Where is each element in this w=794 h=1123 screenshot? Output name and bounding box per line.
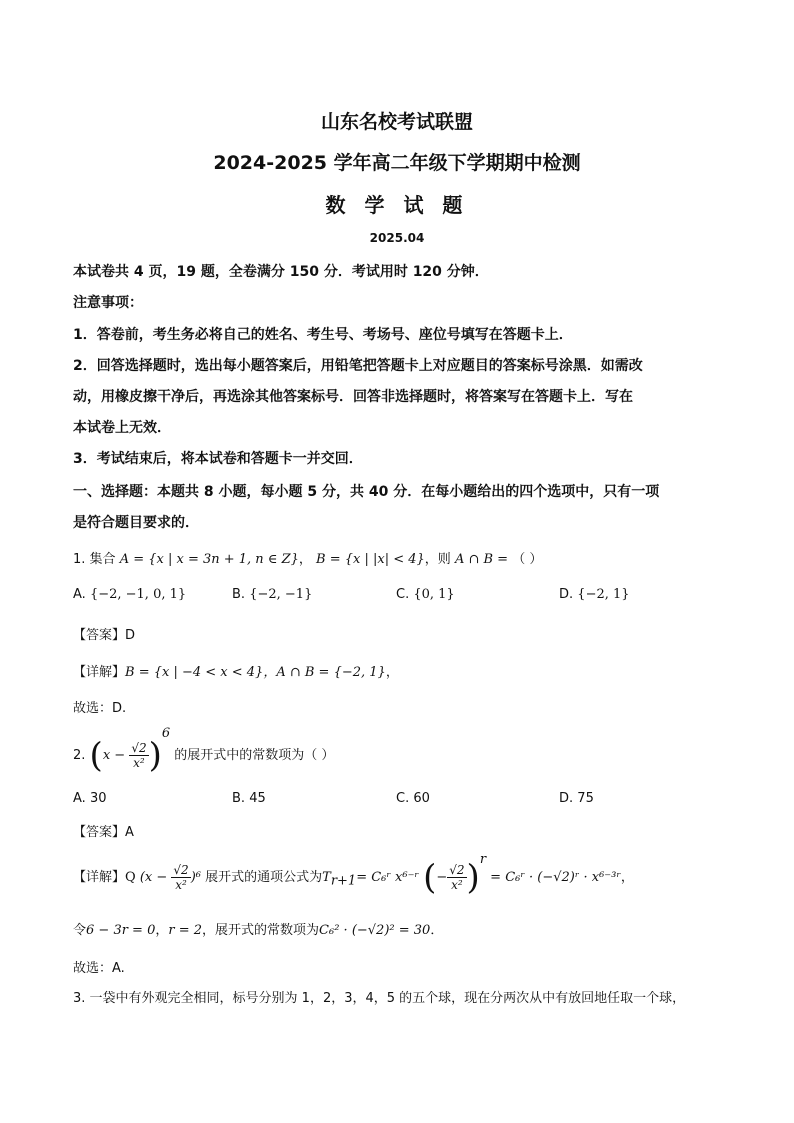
q2-detail-line-2: 令6 − 3r = 0，r = 2，展开式的常数项为C₆² · (−√2)² = 30． — [73, 923, 444, 938]
q2-option-a: A. 30 — [73, 791, 107, 806]
note-2-line-2: 动，用橡皮擦干净后，再选涂其他答案标号．回答非选择题时，将答案写在答题卡上．写在 — [73, 389, 633, 405]
note-1: 1．答卷前，考生务必将自己的姓名、考生号、考场号、座位号填写在答题卡上． — [73, 327, 573, 343]
q1-choose: 故选：D. — [73, 701, 127, 716]
q1-set-b: B = {x | |x| < 4} — [316, 552, 425, 567]
q1-prefix: 1. 集合 — [73, 552, 116, 567]
q2-choose: 故选：A. — [73, 961, 125, 976]
q1-option-c: C. {0, 1} — [396, 587, 455, 602]
q1-option-a: A. {−2, −1, 0, 1} — [73, 587, 187, 602]
q1-answer: 【答案】D — [73, 628, 136, 643]
q1-mid: ，则 — [424, 552, 451, 567]
question-1 — [73, 548, 542, 567]
exam-summary: 本试卷共 4 页，19 题，全卷满分 150 分．考试用时 120 分钟． — [73, 264, 489, 280]
note-2-line-3: 本试卷上无效． — [73, 420, 171, 436]
section-1-heading-line-1: 一、选择题：本题共 8 小题，每小题 5 分，共 40 分．在每小题给出的四个选项中，只有一项 — [73, 484, 660, 500]
q2-option-b: B. 45 — [232, 791, 266, 806]
exam-title: 2024-2025 学年高二年级下学期期中检测 — [213, 152, 581, 174]
q2-option-d: D. 75 — [559, 791, 594, 806]
q1-comma: ， — [298, 552, 312, 567]
exam-date: 2025.04 — [369, 231, 425, 245]
subject-title: 数 学 试 题 — [325, 193, 469, 217]
note-3: 3．考试结束后，将本试卷和答题卡一并交回． — [73, 451, 363, 467]
q2-detail: 【详解】Q (x − $\frac{√2}{\text{x²}}$ )⁶ 展开式的通项公式为$T_{r+1}=$ C₆ʳ x⁶⁻ʳ (− $\frac{√2}{\text{x²}}$ )$^r$ = C₆ʳ · (−√2)ʳ · x⁶⁻³ʳ， — [73, 852, 634, 898]
q2-answer: 【答案】A — [73, 825, 134, 840]
q2-option-c: C. 60 — [396, 791, 430, 806]
q1-option-d: D. {−2, 1} — [559, 587, 630, 602]
q1-set-a: A = {x | x = 3n + 1, n ∈ Z} — [119, 552, 299, 567]
q1-option-b: B. {−2, −1} — [232, 587, 313, 602]
q1-detail: 【详解】B = {x | −4 < x < 4}，A ∩ B = {−2, 1}， — [73, 665, 399, 680]
note-2-line-1: 2．回答选择题时，选出每小题答案后，用铅笔把答题卡上对应题目的答案标号涂黑．如需改 — [73, 358, 643, 374]
question-3: 3. 一袋中有外观完全相同，标号分别为 1，2，3，4，5 的五个球，现在分两次从中有放回地任取一个球， — [73, 991, 686, 1006]
organization-title: 山东名校考试联盟 — [320, 111, 473, 133]
question-2: 2. (x − $\frac{√2}{\text{x²}}$ )$^6$ 的展开式中的常数项为（ ） — [73, 726, 335, 776]
notes-heading: 注意事项： — [73, 295, 143, 311]
section-1-heading-line-2: 是符合题目要求的． — [73, 515, 199, 531]
q1-paren: （ ） — [512, 552, 543, 567]
q1-ask: A ∩ B = — [454, 552, 509, 567]
